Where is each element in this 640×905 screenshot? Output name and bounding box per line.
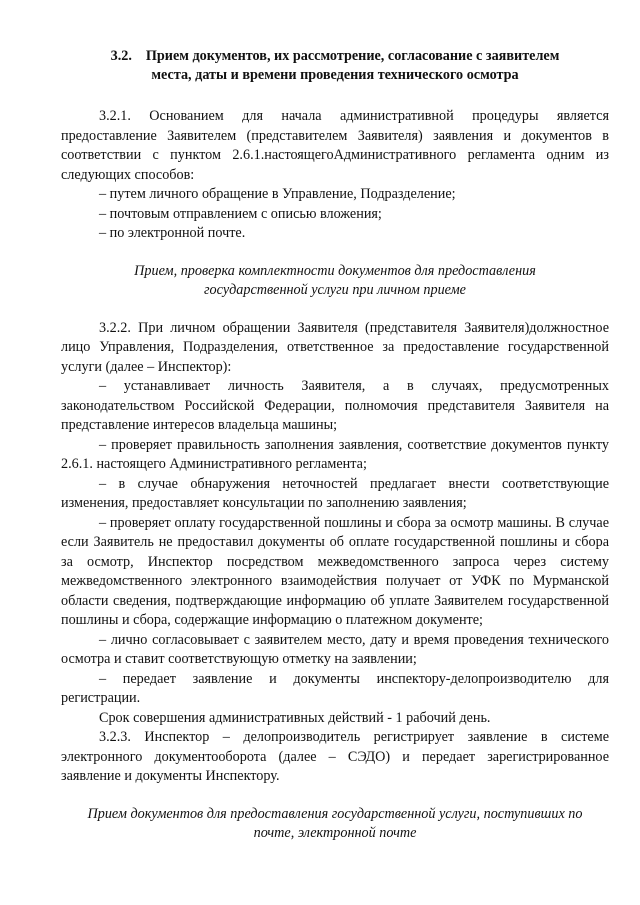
list-item: – проверяет правильность заполнения заявления, соответствие документов пункту 2.6.1. настоящего Административного регламента; xyxy=(61,436,609,472)
section-number: 3.2. xyxy=(110,48,132,64)
list-item: – лично согласовывает с заявителем место, дату и время проведения технического осмотра и ставит соответствующую отметку на заявлении; xyxy=(61,631,609,667)
paragraph-3-2-1: 3.2.1. Основанием для начала административной процедуры является предоставление Заявителем (представителем Заявителя) заявления и документов в соответствии с пунктом 2.6.1.настоящегоАдминистративного регламента одним из следующих способов: xyxy=(61,108,609,183)
document-page xyxy=(61,47,609,844)
list-item: – устанавливает личность Заявителя, а в случаях, предусмотренных законодательством Российской Федерации, полномочия представителя Заявителя на представление интересов владельца машины; xyxy=(61,378,609,433)
list-item: – по электронной почте. xyxy=(99,225,246,241)
paragraph-3-2-3: 3.2.3. Инспектор – делопроизводитель регистрирует заявление в системе электронного документооборота (далее – СЭДО) и передает зарегистрированное заявление и документы Инспектору. xyxy=(61,729,609,784)
section-title-line1: Прием документов, их рассмотрение, согласование с заявителем xyxy=(145,48,560,64)
section-heading xyxy=(61,47,609,85)
subheading-line2: государственной услуги при личном приеме xyxy=(204,282,466,298)
list-item: – передает заявление и документы инспектору-делопроизводителю для регистрации. xyxy=(61,670,609,706)
subheading-line2: почте, электронной почте xyxy=(253,825,417,841)
paragraph-3-2-2: 3.2.2. При личном обращении Заявителя (представителя Заявителя)должностное лицо Управления, Подразделения, ответственное за предоставление государственной услуги (далее – Инспектор): xyxy=(61,319,609,375)
subheading-personal-reception xyxy=(61,262,609,301)
subheading-line1: Прием документов для предоставления государственной услуги, поступивших по xyxy=(87,805,583,822)
section-title-line2: места, даты и времени проведения технического осмотра xyxy=(151,67,519,83)
term-statement: Срок совершения административных действий - 1 рабочий день. xyxy=(99,709,491,726)
subheading-mail-reception xyxy=(61,805,609,844)
subheading-line1: Прием, проверка комплектности документов для предоставления xyxy=(134,262,536,279)
list-item: – проверяет оплату государственной пошлины и сбора за осмотр машины. В случае если Заявитель не предоставил документы об оплате государственной пошлины и сбора за осмотр, Инспектор посредством межведомственного запроса через систему межведомственного электронного взаимодействия получает от УФК по Мурманской области сведения, подтверждающие информацию об уплате Заявителем государственной пошлины и сбора, содержащие информацию о платежном документе; xyxy=(61,514,609,628)
list-item: – путем личного обращение в Управление, Подразделение; xyxy=(99,186,456,202)
list-item: – в случае обнаружения неточностей предлагает внести соответствующие изменения, предоставляет консультации по заполнению заявления; xyxy=(61,475,609,511)
list-item: – почтовым отправлением с описью вложения; xyxy=(99,205,382,222)
